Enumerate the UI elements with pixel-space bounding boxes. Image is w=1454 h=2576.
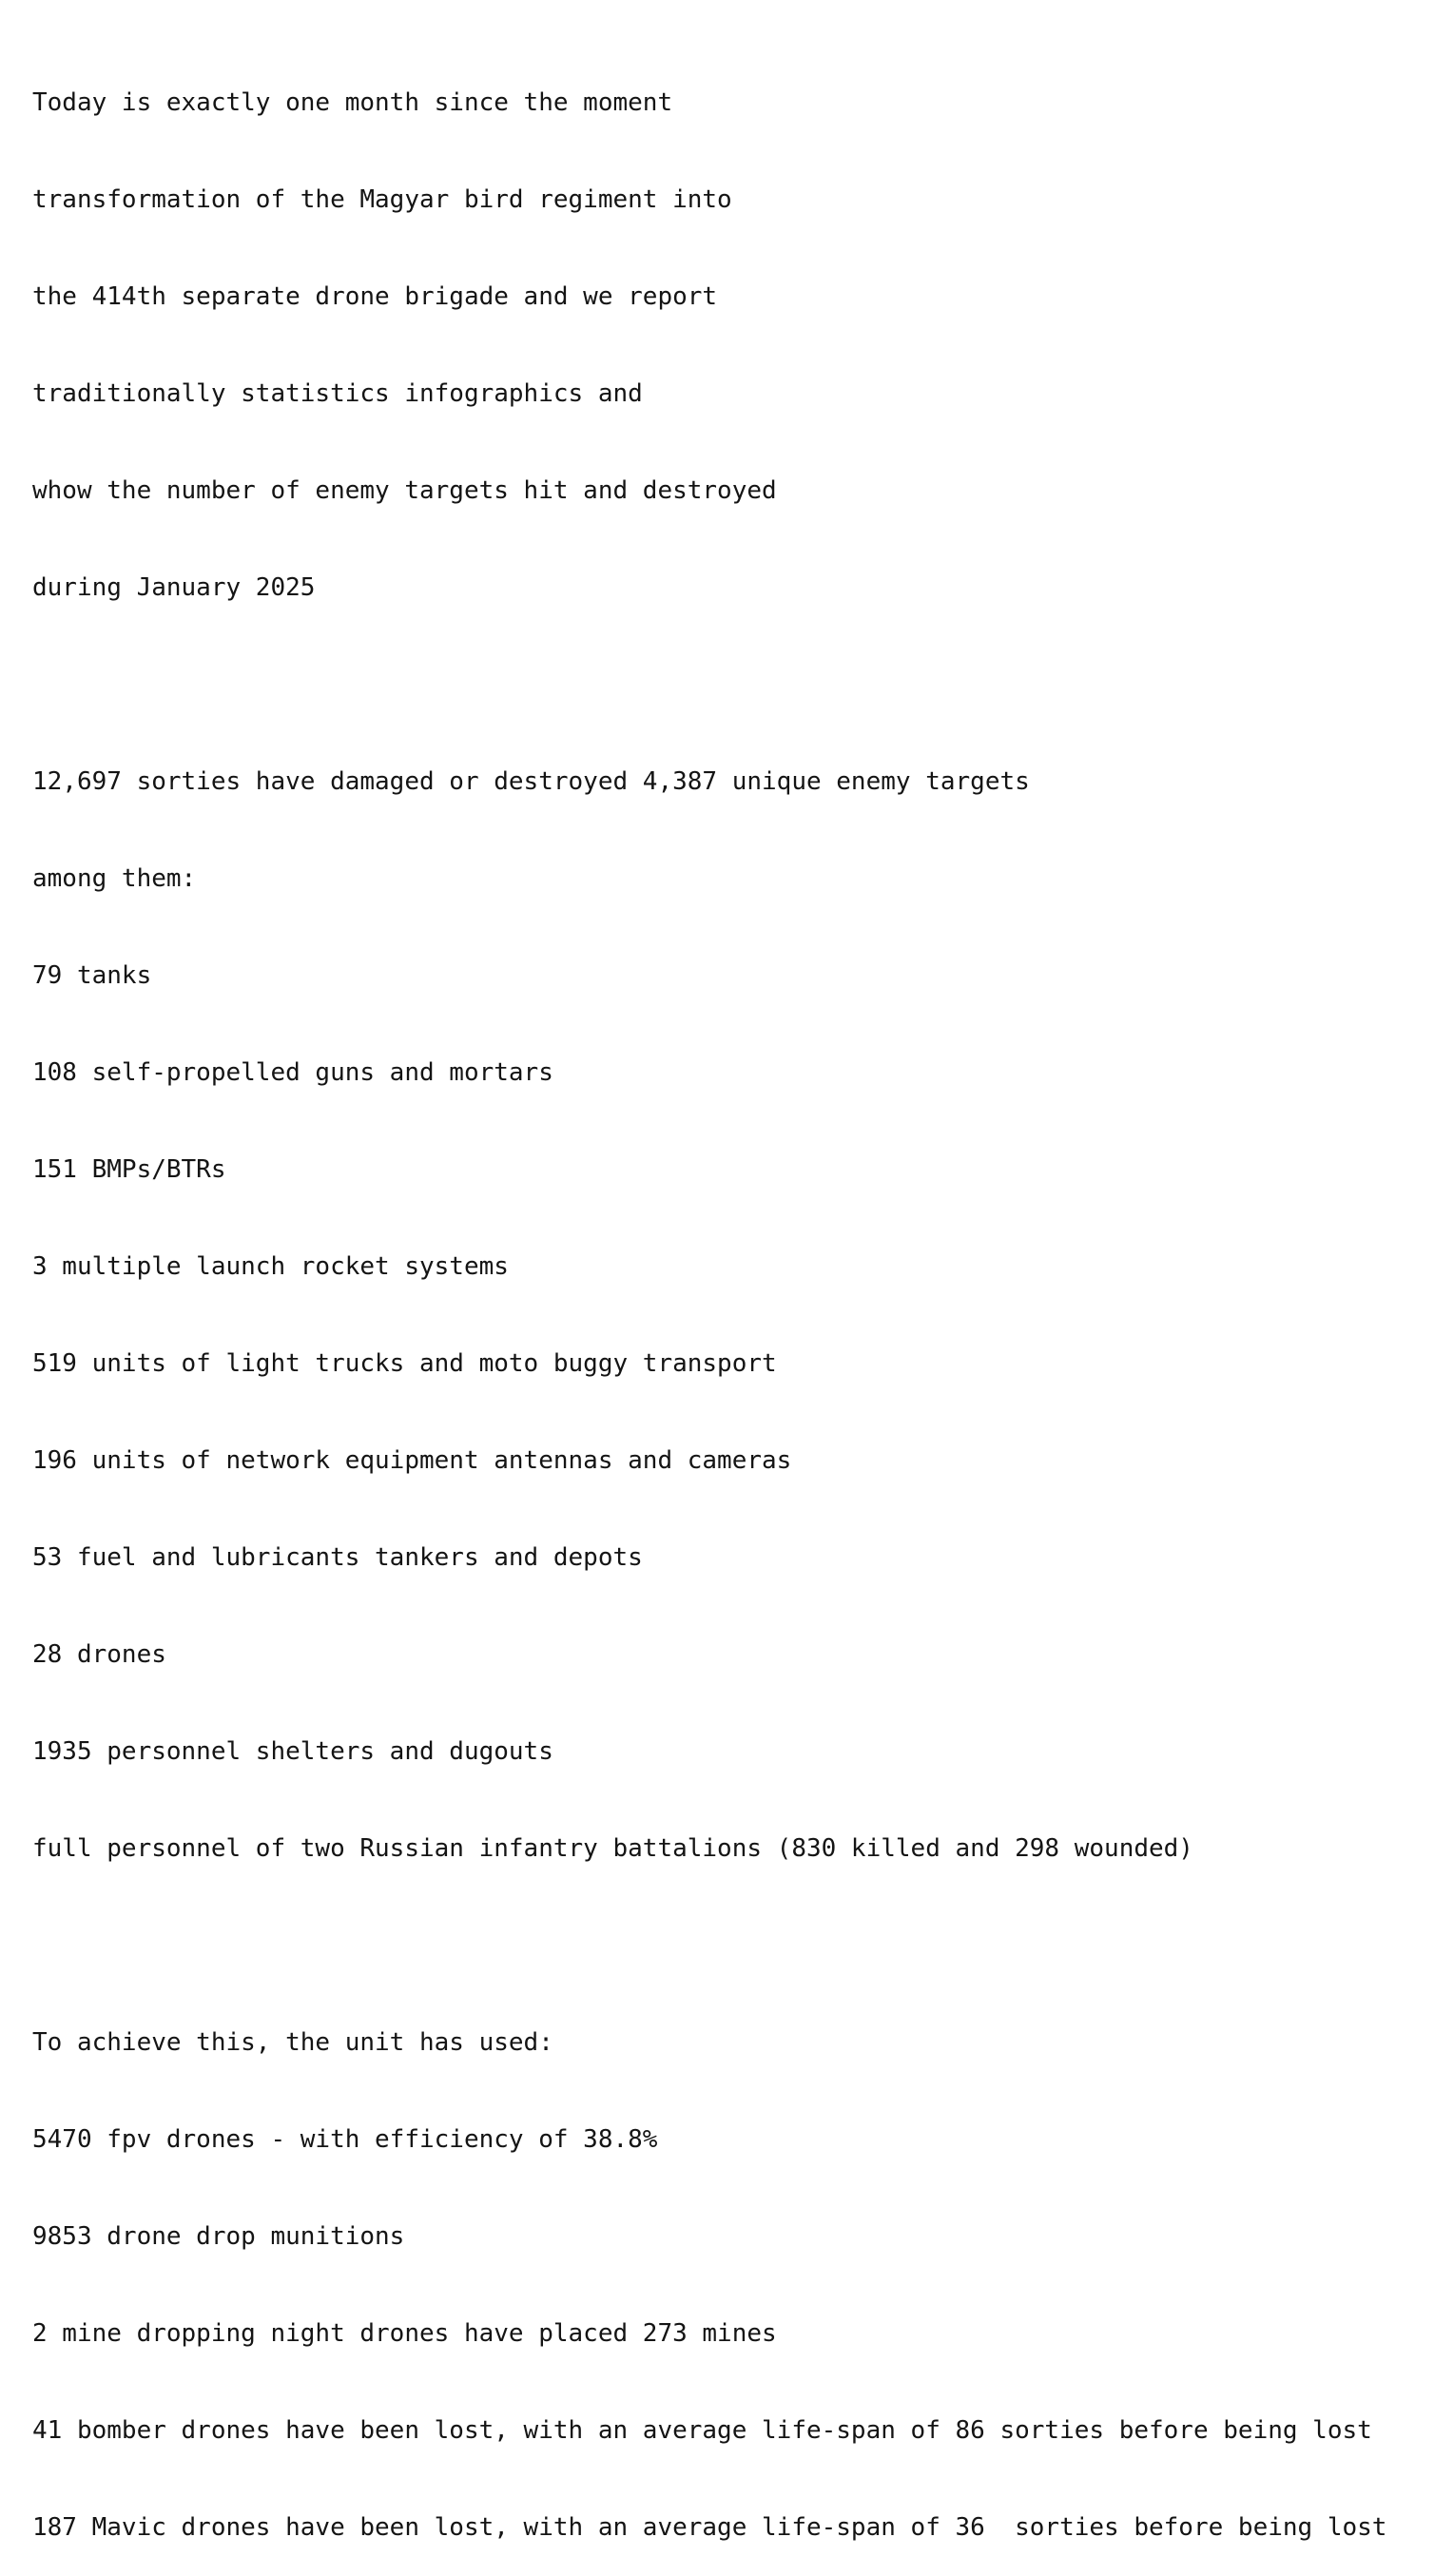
summary-line-7: 519 units of light trucks and moto buggy transport	[32, 1349, 777, 1378]
intro-line-5: whow the number of enemy targets hit and destroyed	[32, 476, 777, 505]
summary-line-5: 151 BMPs/BTRs	[32, 1155, 226, 1184]
summary-line-8: 196 units of network equipment antennas and cameras	[32, 1446, 792, 1475]
summary-line-1: 12,697 sorties have damaged or destroyed 4,387 unique enemy targets	[32, 767, 1030, 796]
summary-line-11: 1935 personnel shelters and dugouts	[32, 1737, 553, 1766]
resources-line-6: 187 Mavic drones have been lost, with an average life-span of 36 sorties before being lost	[32, 2513, 1387, 2542]
summary-line-9: 53 fuel and lubricants tankers and depots	[32, 1543, 643, 1572]
summary-line-12: full personnel of two Russian infantry battalions (830 killed and 298 wounded)	[32, 1834, 1193, 1863]
summary-line-4: 108 self-propelled guns and mortars	[32, 1058, 553, 1087]
summary-line-6: 3 multiple launch rocket systems	[32, 1252, 509, 1281]
resources-line-3: 9853 drone drop munitions	[32, 2222, 405, 2251]
summary-line-3: 79 tanks	[32, 961, 152, 990]
resources-line-1: To achieve this, the unit has used:	[32, 2028, 553, 2057]
summary-line-10: 28 drones	[32, 1640, 166, 1669]
intro-line-2: transformation of the Magyar bird regiment into	[32, 185, 732, 214]
resources-line-5: 41 bomber drones have been lost, with an average life-span of 86 sorties before being lost	[32, 2416, 1372, 2445]
summary-line-2: among them:	[32, 864, 197, 893]
blank-line	[32, 668, 1386, 701]
blank-line	[32, 1929, 1386, 1962]
intro-line-1: Today is exactly one month since the moment	[32, 88, 673, 117]
intro-line-3: the 414th separate drone brigade and we report	[32, 282, 718, 311]
resources-line-4: 2 mine dropping night drones have placed 273 mines	[32, 2319, 777, 2348]
intro-line-4: traditionally statistics infographics and	[32, 379, 643, 408]
document-body	[32, 22, 1386, 2576]
resources-line-2: 5470 fpv drones - with efficiency of 38.8%	[32, 2125, 658, 2154]
intro-line-6: during January 2025	[32, 573, 316, 602]
